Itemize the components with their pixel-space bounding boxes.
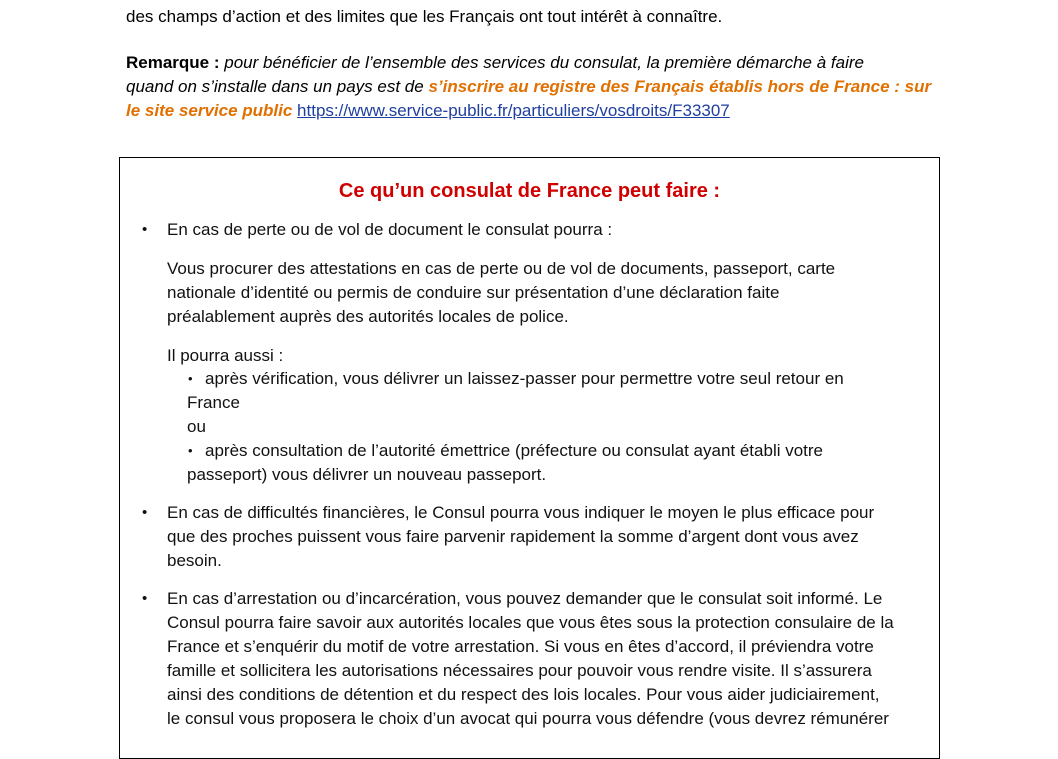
remarque-line-3 <box>126 99 730 123</box>
remarque-highlight-2: le site service public <box>126 101 293 120</box>
item1-para-line: Vous procurer des attestations en cas de perte ou de vol de documents, passeport, carte <box>167 259 836 278</box>
item1-para-line: nationale d’identité ou permis de conduire sur présentation d’une déclaration faite <box>167 283 780 302</box>
item1-intro: En cas de perte ou de vol de document le consulat pourra : <box>167 220 613 239</box>
remarque-highlight-1: s’inscrire au registre des Français établis hors de France : sur <box>428 77 932 96</box>
remarque-text-2: quand on s’installe dans un pays est de <box>126 77 429 96</box>
remarque-text-1: pour bénéficier de l’ensemble des services du consulat, la première démarche à faire <box>219 53 864 72</box>
item3-line: famille et sollicitera les autorisations nécessaires pour pouvoir vous rendre visite. Il s’assurera <box>167 661 872 680</box>
intro-line: des champs d’action et des limites que les Français ont tout intérêt à connaître. <box>126 7 723 26</box>
item2-line: besoin. <box>167 551 222 570</box>
consulat-box <box>119 157 940 759</box>
remarque-line-1 <box>126 51 864 75</box>
item1-sub2-line: après consultation de l’autorité émettrice (préfecture ou consulat ayant établi votre <box>205 441 824 460</box>
item3-line: En cas d’arrestation ou d’incarcération, vous pouvez demander que le consulat soit informé. Le <box>167 589 883 608</box>
item1-aussi: Il pourra aussi : <box>167 346 284 365</box>
item2-line: En cas de difficultés financières, le Consul pourra vous indiquer le moyen le plus efficace pour <box>167 503 875 522</box>
item1-sub1-line: après vérification, vous délivrer un laissez-passer pour permettre votre seul retour en <box>205 369 844 388</box>
item3-line: ainsi des conditions de détention et du respect des lois locales. Pour vous aider judiciairement, <box>167 685 880 704</box>
sub-bullet-icon: • <box>188 443 193 458</box>
service-public-link[interactable]: https://www.service-public.fr/particuliers/vosdroits/F33307 <box>297 101 730 120</box>
bullet-icon: • <box>142 221 148 238</box>
item1-para-line: préalablement auprès des autorités locales de police. <box>167 307 569 326</box>
bullet-icon: • <box>142 590 148 607</box>
item1-sub2-line: passeport) vous délivrer un nouveau passeport. <box>187 465 547 484</box>
remarque-line-2 <box>126 75 931 99</box>
item2-line: que des proches puissent vous faire parvenir rapidement la somme d’argent dont vous avez <box>167 527 859 546</box>
bullet-icon: • <box>142 504 148 521</box>
item3-line: le consul vous proposera le choix d’un avocat qui pourra vous défendre (vous devrez rémunérer <box>167 709 889 728</box>
item3-line: France et s’enquérir du motif de votre arrestation. Si vous en êtes d’accord, il préviendra votre <box>167 637 874 656</box>
item1-sub1-line: France <box>187 393 240 412</box>
item1-ou: ou <box>187 417 206 436</box>
remarque-label: Remarque : <box>126 53 220 72</box>
box-title: Ce qu’un consulat de France peut faire : <box>338 180 721 202</box>
item3-line: Consul pourra faire savoir aux autorités locales que vous êtes sous la protection consulaire de la <box>167 613 894 632</box>
sub-bullet-icon: • <box>188 371 193 386</box>
